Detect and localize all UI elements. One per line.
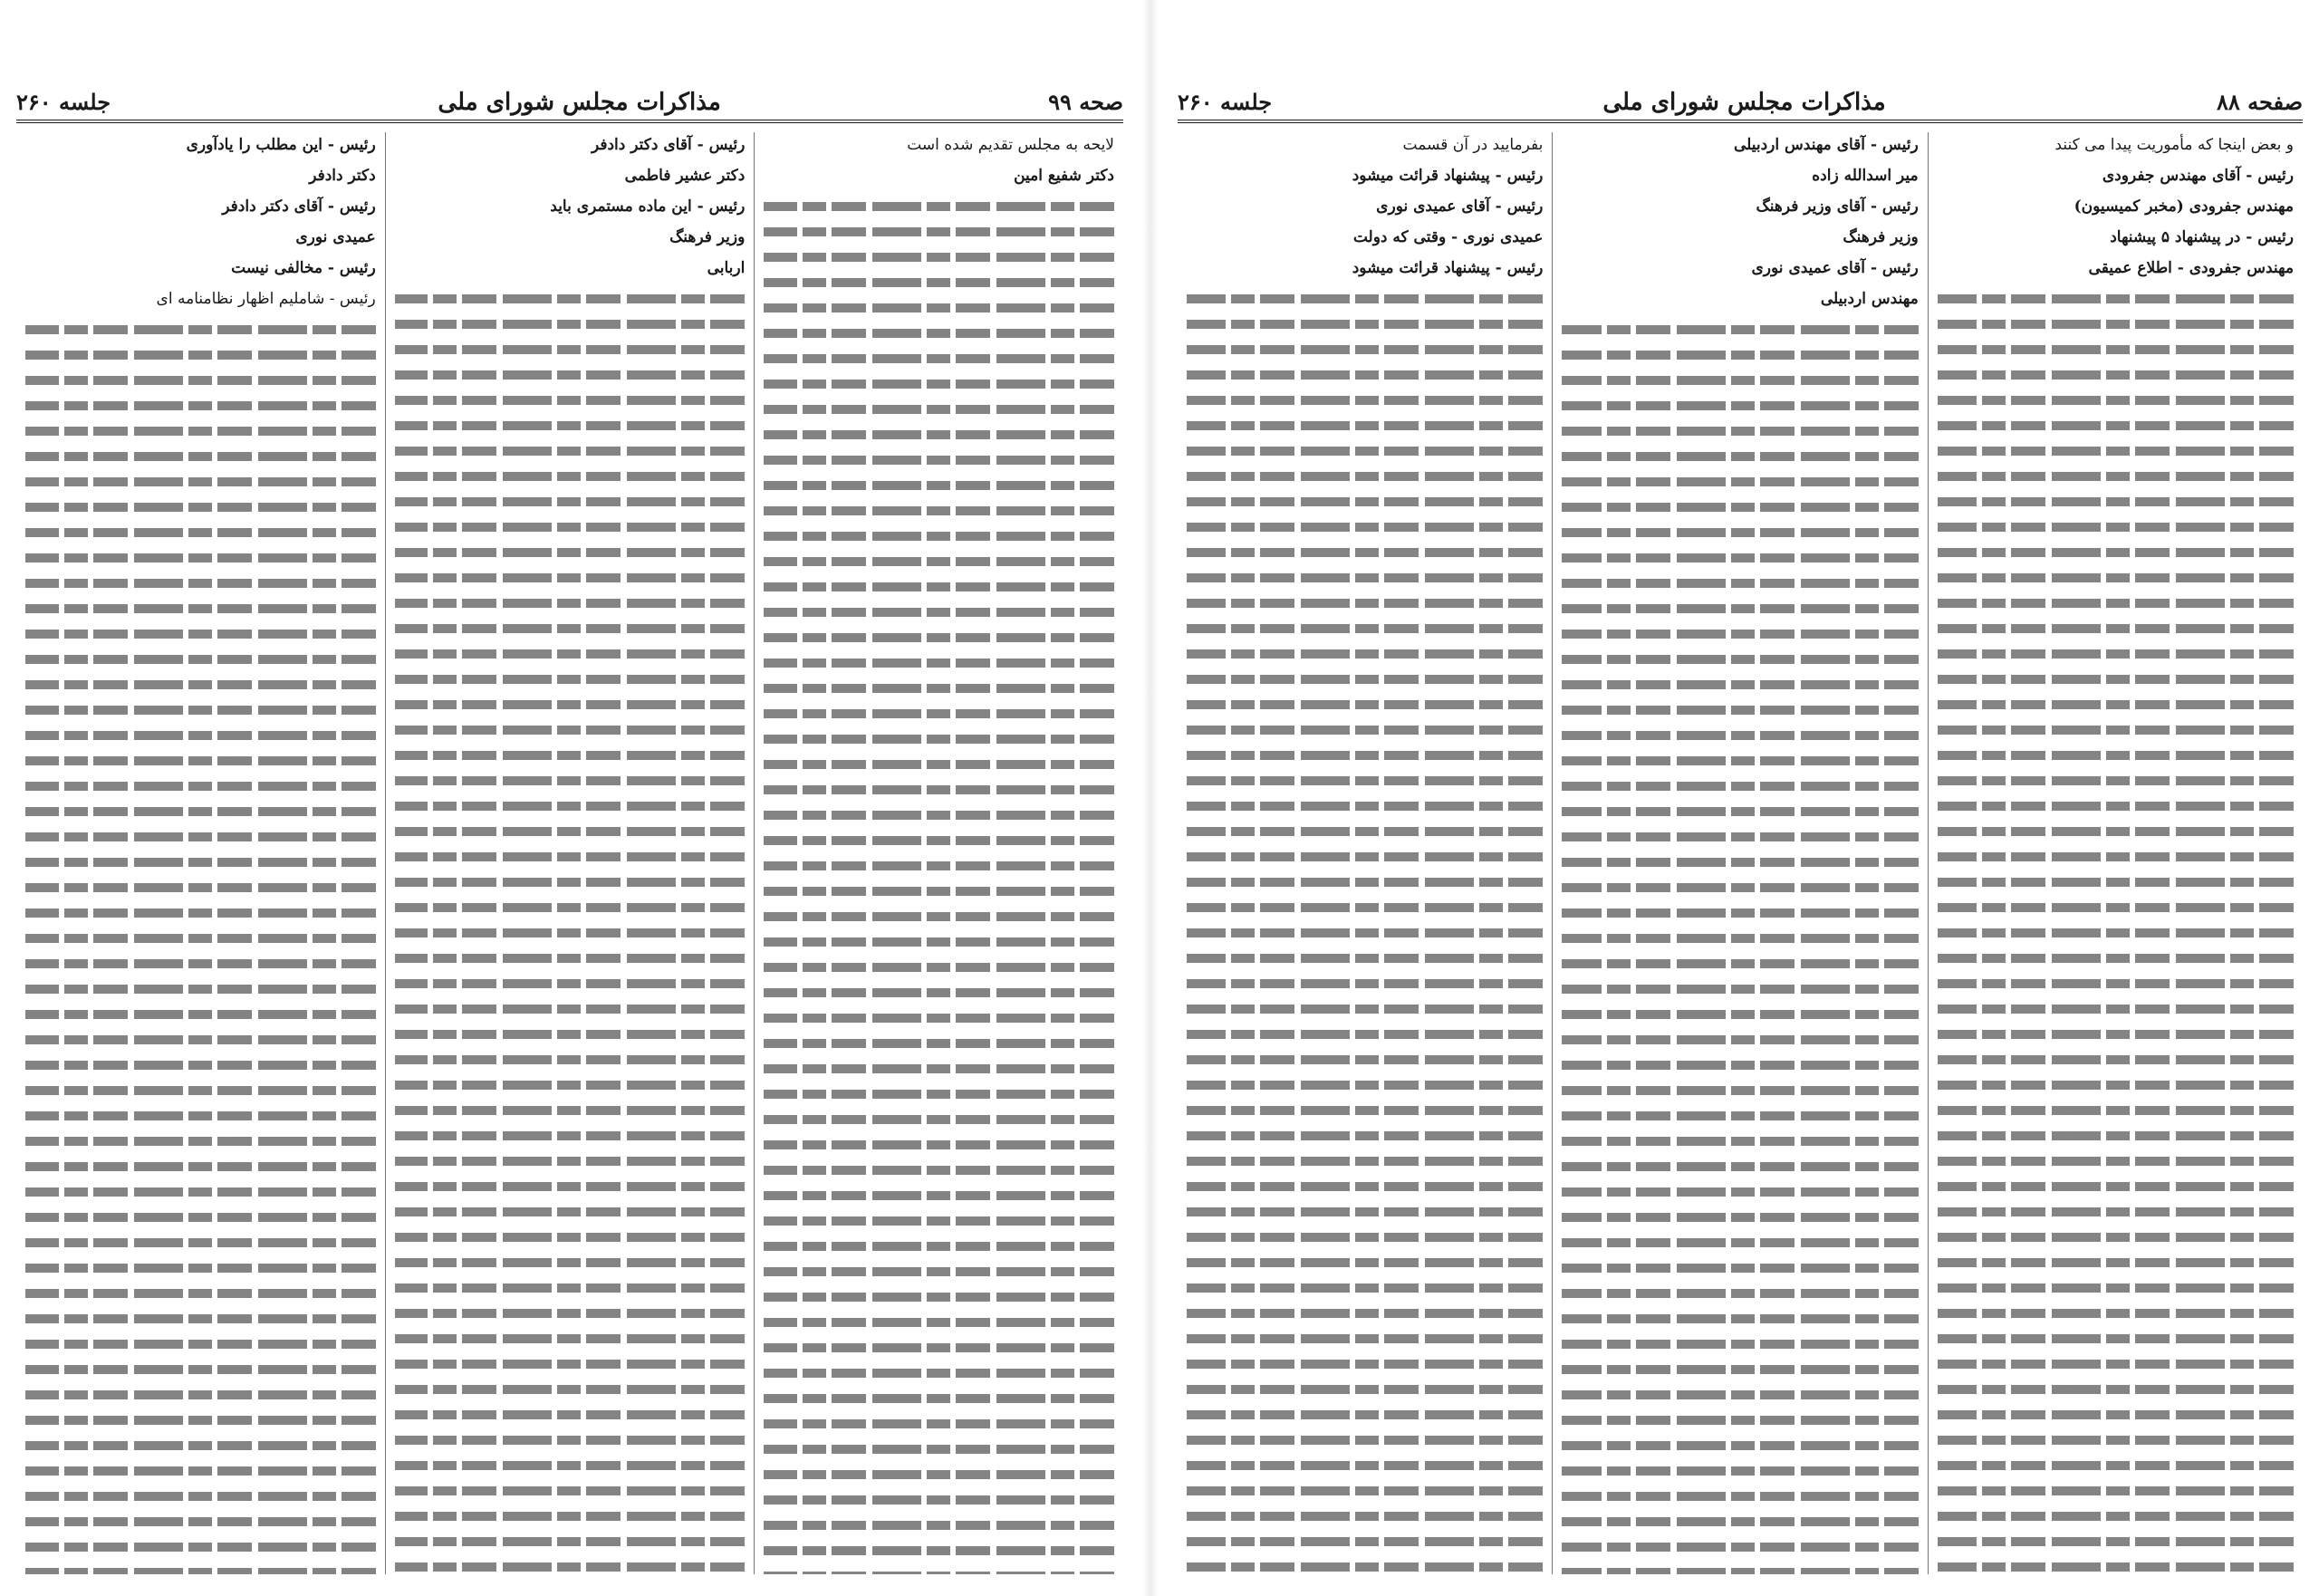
right-col-1: [1929, 132, 2303, 1574]
speaker-line: رئیس - آقای دکتر دادفر: [222, 197, 376, 216]
speaker-line: مهندس جفرودی (مخبر کمیسیون): [2074, 197, 2294, 216]
dense-text-lines: [1562, 317, 1918, 1574]
dense-text-lines: [1187, 286, 1543, 1574]
speaker-line: رئیس - این مطلب را یادآوری: [186, 136, 376, 154]
speaker-line: رئیس - آقای مهندس جفرودی: [2102, 167, 2294, 185]
speaker-line: رئیس - آقای وزیر فرهنگ: [1756, 197, 1919, 216]
right-col-2: [1553, 132, 1928, 1574]
right-page-running-title: مذاکرات مجلس شورای ملی: [1602, 89, 1886, 116]
speaker-line: عمیدی نوری: [295, 228, 376, 246]
speaker-line: رئیس - در پیشنهاد ۵ پیشنهاد: [2110, 228, 2294, 246]
speaker-line: اربابی: [707, 259, 746, 277]
speaker-line: عمیدی نوری - وقتی که دولت: [1352, 228, 1544, 246]
page-gutter: [1143, 0, 1158, 1596]
left-page-running-title: مذاکرات مجلس شورای ملی: [438, 89, 721, 116]
body-text: و بعض اینجا که مأموریت پیدا می کنند: [2054, 136, 2294, 154]
speaker-line: دکتر عشیر فاطمی: [624, 167, 746, 185]
dense-text-lines: [395, 286, 746, 1574]
right-page-session: جلسه ۲۶۰: [1178, 89, 1273, 115]
left-col-2: [386, 132, 755, 1574]
left-page-session: جلسه ۲۶۰: [16, 89, 111, 115]
dense-text-lines: [25, 317, 376, 1574]
left-col-3: [16, 132, 386, 1574]
right-page-header: [1178, 78, 2303, 123]
speaker-line: رئیس - آقای دکتر دادفر: [591, 136, 746, 154]
left-page: [0, 0, 1140, 1596]
left-page-number: صحه ۹۹: [1048, 89, 1123, 115]
speaker-line: رئیس - این ماده مستمری باید: [550, 197, 746, 216]
speaker-line: میر اسدالله زاده: [1812, 167, 1919, 185]
left-page-columns: [16, 132, 1123, 1574]
dense-text-lines: [1938, 286, 2294, 1574]
body-text: بفرمایید در آن قسمت: [1402, 136, 1544, 154]
left-col-1: [755, 132, 1123, 1574]
speaker-line: رئیس - آقای عمیدی نوری: [1376, 197, 1544, 216]
right-page-number: صفحه ۸۸: [2216, 89, 2303, 115]
speaker-line: مهندس جفرودی - اطلاع عمیقی: [2088, 259, 2294, 277]
speaker-line: رئیس - آقای مهندس اردبیلی: [1733, 136, 1919, 154]
speaker-line: رئیس - پیشنهاد قرائت میشود: [1352, 259, 1544, 277]
speaker-line: مهندس اردبیلی: [1820, 290, 1919, 308]
right-page: [1161, 0, 2319, 1596]
right-page-columns: [1178, 132, 2303, 1574]
right-col-3: [1178, 132, 1553, 1574]
body-text: لایحه به مجلس تقدیم شده است: [907, 136, 1114, 154]
body-text: رئیس - شاملیم اظهار نظامنامه ای: [156, 290, 376, 308]
speaker-line: دکتر دادفر: [309, 167, 376, 185]
speaker-line: وزیر فرهنگ: [1843, 228, 1919, 246]
speaker-line: رئیس - پیشنهاد قرائت میشود: [1352, 167, 1544, 185]
dense-text-lines: [764, 194, 1114, 1574]
speaker-line: وزیر فرهنگ: [669, 228, 746, 246]
speaker-line: دکتر شفیع امین: [1014, 167, 1114, 185]
speaker-line: رئیس - مخالفی نیست: [231, 259, 376, 277]
left-page-header: [16, 78, 1123, 123]
speaker-line: رئیس - آقای عمیدی نوری: [1751, 259, 1919, 277]
